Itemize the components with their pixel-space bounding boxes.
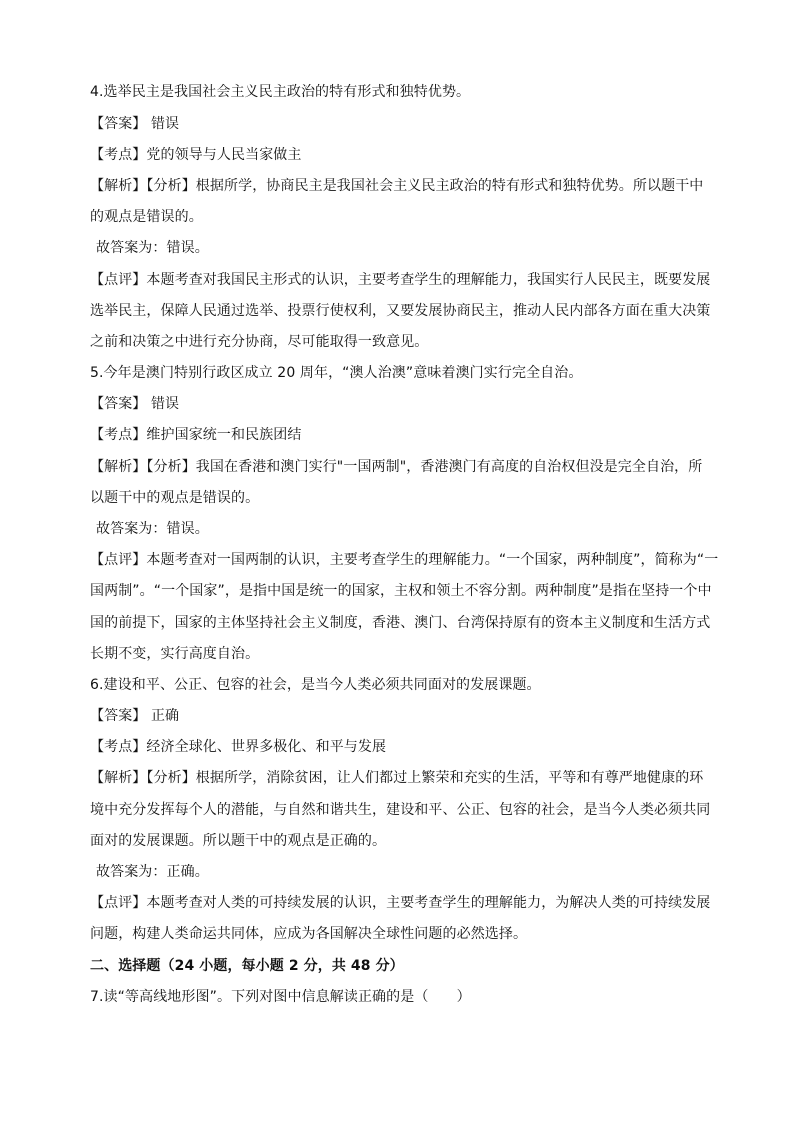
answer-value: 错误	[146, 396, 180, 412]
point-value: 党的领导与人民当家做主	[146, 147, 302, 163]
comment-tag: 【点评】	[90, 552, 147, 568]
point-4	[90, 145, 705, 165]
answer-tag: 【答案】	[90, 116, 147, 132]
comment-6-line-1	[90, 893, 711, 913]
analysis-6-line-3: 面对的发展课题。所以题干中的观点是正确的。	[90, 833, 387, 849]
point-6	[90, 737, 705, 757]
comment-text: 本题考查对我国民主形式的认识，主要考查学生的理解能力，我国实行人民民主，既要发展	[146, 272, 711, 288]
analysis-6-line-2: 境中充分发挥每个人的潜能，与自然和谐共生，建设和平、公正、包容的社会，是当今人类必须共同	[90, 802, 711, 818]
answer-6	[90, 706, 705, 726]
answer-value: 错误	[146, 116, 180, 132]
point-value: 维护国家统一和民族团结	[146, 427, 302, 443]
analysis-text: 【分析】根据所学，协商民主是我国社会主义民主政治的特有形式和独特优势。所以题干中	[146, 178, 704, 194]
comment-4-line-2: 选举民主，保障人民通过选举、投票行使权利，又要发展协商民主，推动人民内部各方面在重大决策	[90, 303, 711, 319]
point-tag: 【考点】	[90, 427, 147, 443]
analysis-6-line-1	[90, 768, 705, 788]
answer-tag: 【答案】	[90, 396, 147, 412]
comment-text: 本题考查对人类的可持续发展的认识，主要考查学生的理解能力，为解决人类的可持续发展	[146, 895, 711, 911]
answer-4	[90, 114, 705, 134]
answer-5	[90, 394, 705, 414]
analysis-4-line-2: 的观点是错误的。	[90, 209, 203, 225]
conclusion-6: 故答案为：正确。	[96, 864, 209, 880]
analysis-5-line-1	[90, 457, 705, 477]
analysis-text: 【分析】根据所学，消除贫困，让人们都过上繁荣和充实的生活，平等和有尊严地健康的环	[146, 770, 704, 786]
comment-5-line-4: 长期不变，实行高度自治。	[90, 646, 260, 662]
conclusion-5: 故答案为：错误。	[96, 521, 209, 537]
question-4: 4.选举民主是我国社会主义民主政治的特有形式和独特优势。	[90, 84, 471, 100]
comment-5-line-2: 国两制”。“一个国家”，是指中国是统一的国家，主权和领土不容分割。两种制度”是指在坚持一个中	[90, 583, 712, 599]
comment-5-line-3: 国的前提下，国家的主体坚持社会主义制度，香港、澳门、台湾保持原有的资本主义制度和生活方式	[90, 615, 711, 631]
point-tag: 【考点】	[90, 147, 147, 163]
section-title: 二、选择题（24 小题，每小题 2 分，共 48 分）	[90, 958, 404, 974]
comment-4-line-1	[90, 270, 711, 290]
analysis-tag: 【解析】	[90, 459, 147, 475]
comment-tag: 【点评】	[90, 272, 147, 288]
point-5	[90, 425, 705, 445]
comment-5-line-1	[90, 550, 719, 570]
conclusion-4: 故答案为：错误。	[96, 240, 209, 256]
question-7: 7.读“等高线地形图”。下列对图中信息解读正确的是（ ）	[90, 989, 471, 1005]
comment-6-line-2: 问题，构建人类命运共同体，应成为各国解决全球性问题的必然选择。	[90, 926, 528, 942]
comment-text: 本题考查对一国两制的认识，主要考查学生的理解能力。“一个国家，两种制度”，简称为“一	[146, 552, 719, 568]
answer-tag: 【答案】	[90, 708, 147, 724]
answer-value: 正确	[146, 708, 180, 724]
point-value: 经济全球化、世界多极化、和平与发展	[146, 739, 387, 755]
analysis-4-line-1	[90, 176, 705, 196]
comment-4-line-3: 之前和决策之中进行充分协商，尽可能取得一致意见。	[90, 334, 429, 350]
point-tag: 【考点】	[90, 739, 147, 755]
analysis-text: 【分析】我国在香港和澳门实行"一国两制"，香港澳门有高度的自治权但没是完全自治，所	[146, 459, 703, 475]
analysis-tag: 【解析】	[90, 770, 147, 786]
question-5: 5.今年是澳门特别行政区成立 20 周年，“澳人治澳”意味着澳门实行完全自治。	[90, 365, 583, 381]
analysis-5-line-2: 以题干中的观点是错误的。	[90, 490, 260, 506]
analysis-tag: 【解析】	[90, 178, 147, 194]
question-6: 6.建设和平、公正、包容的社会，是当今人类必须共同面对的发展课题。	[90, 677, 541, 693]
comment-tag: 【点评】	[90, 895, 147, 911]
